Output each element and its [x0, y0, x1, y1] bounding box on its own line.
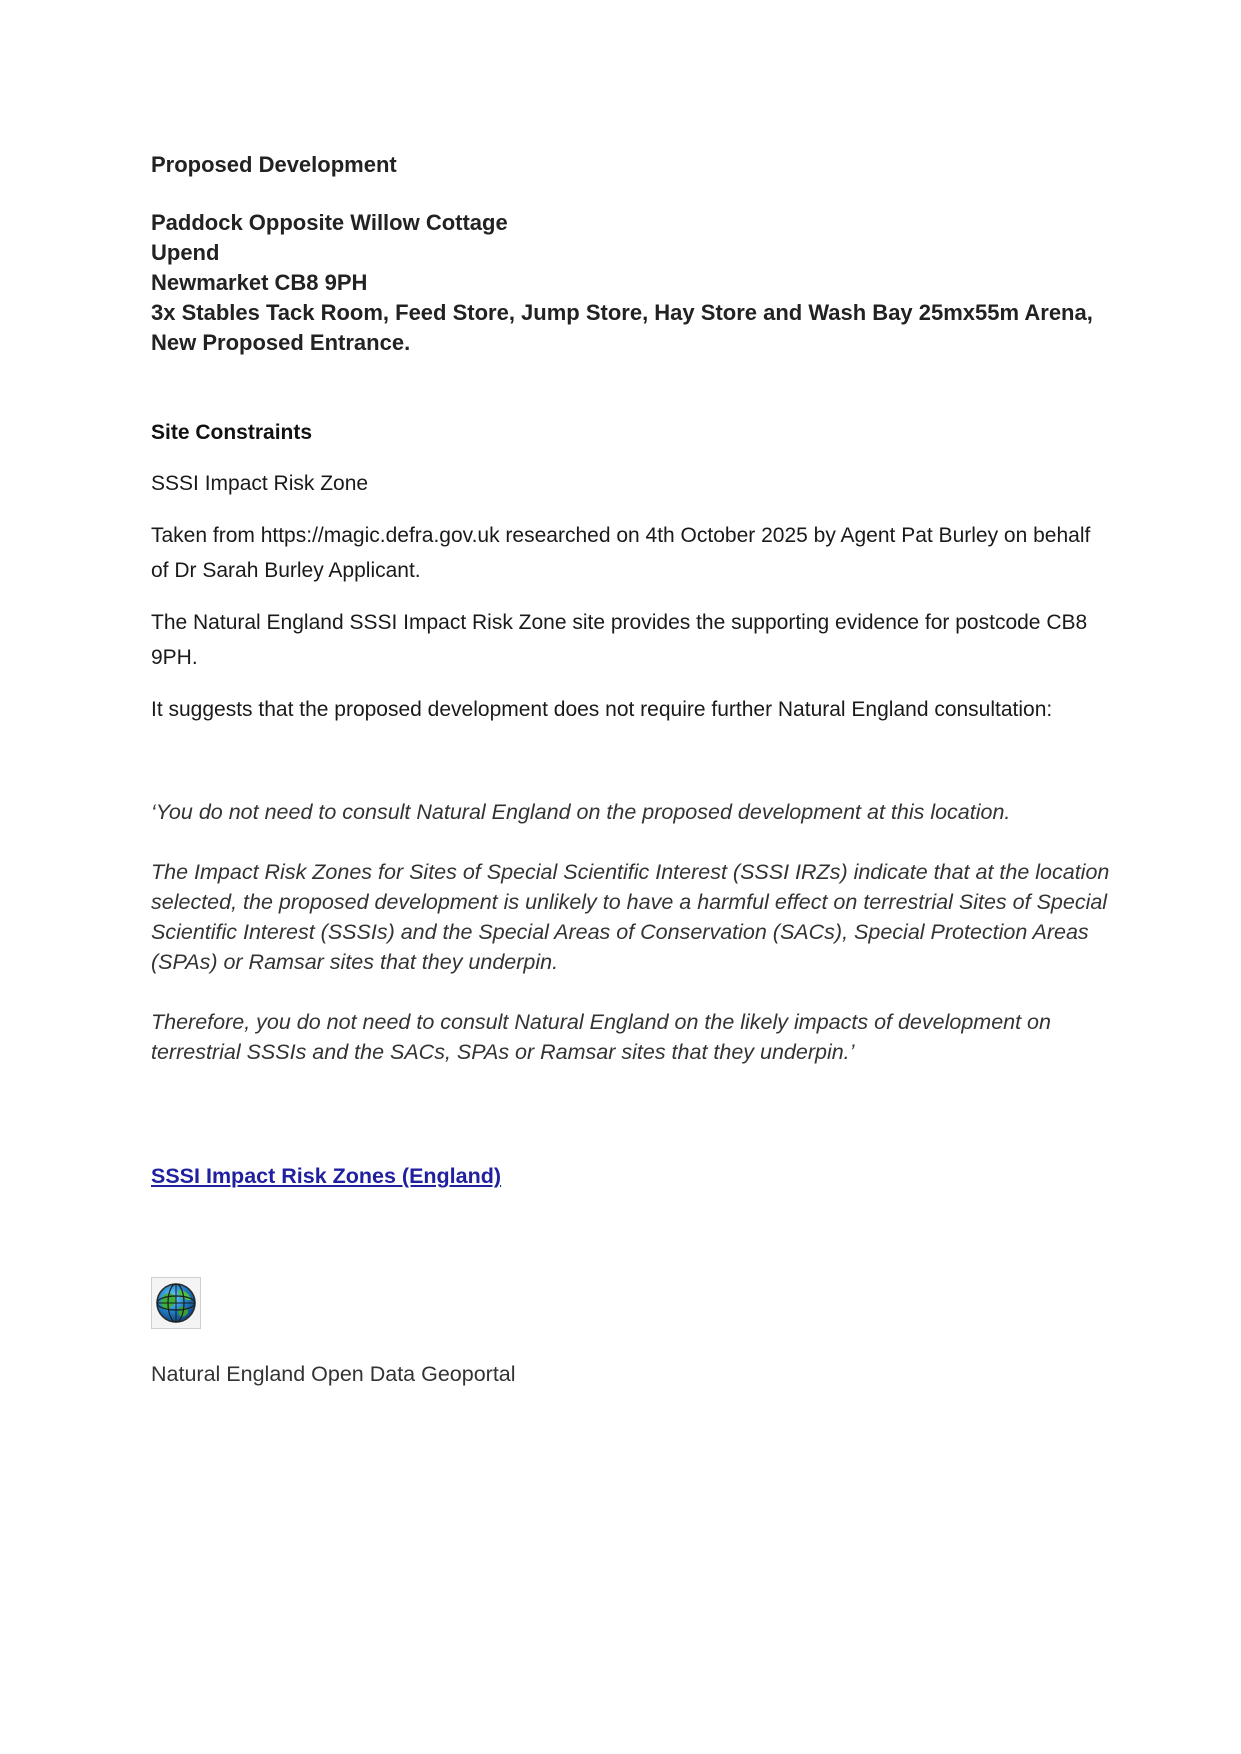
quote-paragraph-1: ‘You do not need to consult Natural England on the proposed development at this location. [151, 800, 1011, 824]
address-line-2: Upend [151, 240, 220, 265]
sssi-subheading: SSSI Impact Risk Zone [151, 472, 369, 495]
globe-icon-frame[interactable] [151, 1277, 201, 1329]
site-constraints-heading: Site Constraints [151, 421, 313, 444]
evidence-paragraph: The Natural England SSSI Impact Risk Zone site provides the supporting evidence for postcode CB8 9PH. [151, 611, 1088, 669]
document-page [151, 150, 1111, 1389]
quote-paragraph-2: The Impact Risk Zones for Sites of Special Scientific Interest (SSSI IRZs) indicate that at the location selected, the proposed development is unlikely to have a harmful effect on terrestrial Sites of Special Scientific Interest (SSSIs) and the Special Areas of Conservation (SACs), Special Protection Areas (SPAs) or Ramsar sites that they underpin. [151, 860, 1110, 974]
address-line-3: Newmarket CB8 9PH [151, 270, 368, 295]
geoportal-caption: Natural England Open Data Geoportal [151, 1362, 516, 1386]
quote-paragraph-3: Therefore, you do not need to consult Natural England on the likely impacts of development on terrestrial SSSIs and the SACs, SPAs or Ramsar sites that they underpin.’ [151, 1010, 1051, 1064]
site-address [151, 208, 1111, 358]
sssi-irz-link[interactable]: SSSI Impact Risk Zones (England) [151, 1164, 502, 1188]
consultation-paragraph: It suggests that the proposed development does not require further Natural England consultation: [151, 698, 1053, 721]
development-description: 3x Stables Tack Room, Feed Store, Jump Store, Hay Store and Wash Bay 25mx55m Arena, New Proposed Entrance. [151, 300, 1093, 355]
source-paragraph: Taken from https://magic.defra.gov.uk researched on 4th October 2025 by Agent Pat Burley on behalf of Dr Sarah Burley Applicant. [151, 524, 1091, 582]
address-line-1: Paddock Opposite Willow Cottage [151, 210, 508, 235]
page-title: Proposed Development [151, 152, 397, 177]
natural-england-quote [151, 797, 1111, 1067]
globe-icon [154, 1281, 198, 1325]
